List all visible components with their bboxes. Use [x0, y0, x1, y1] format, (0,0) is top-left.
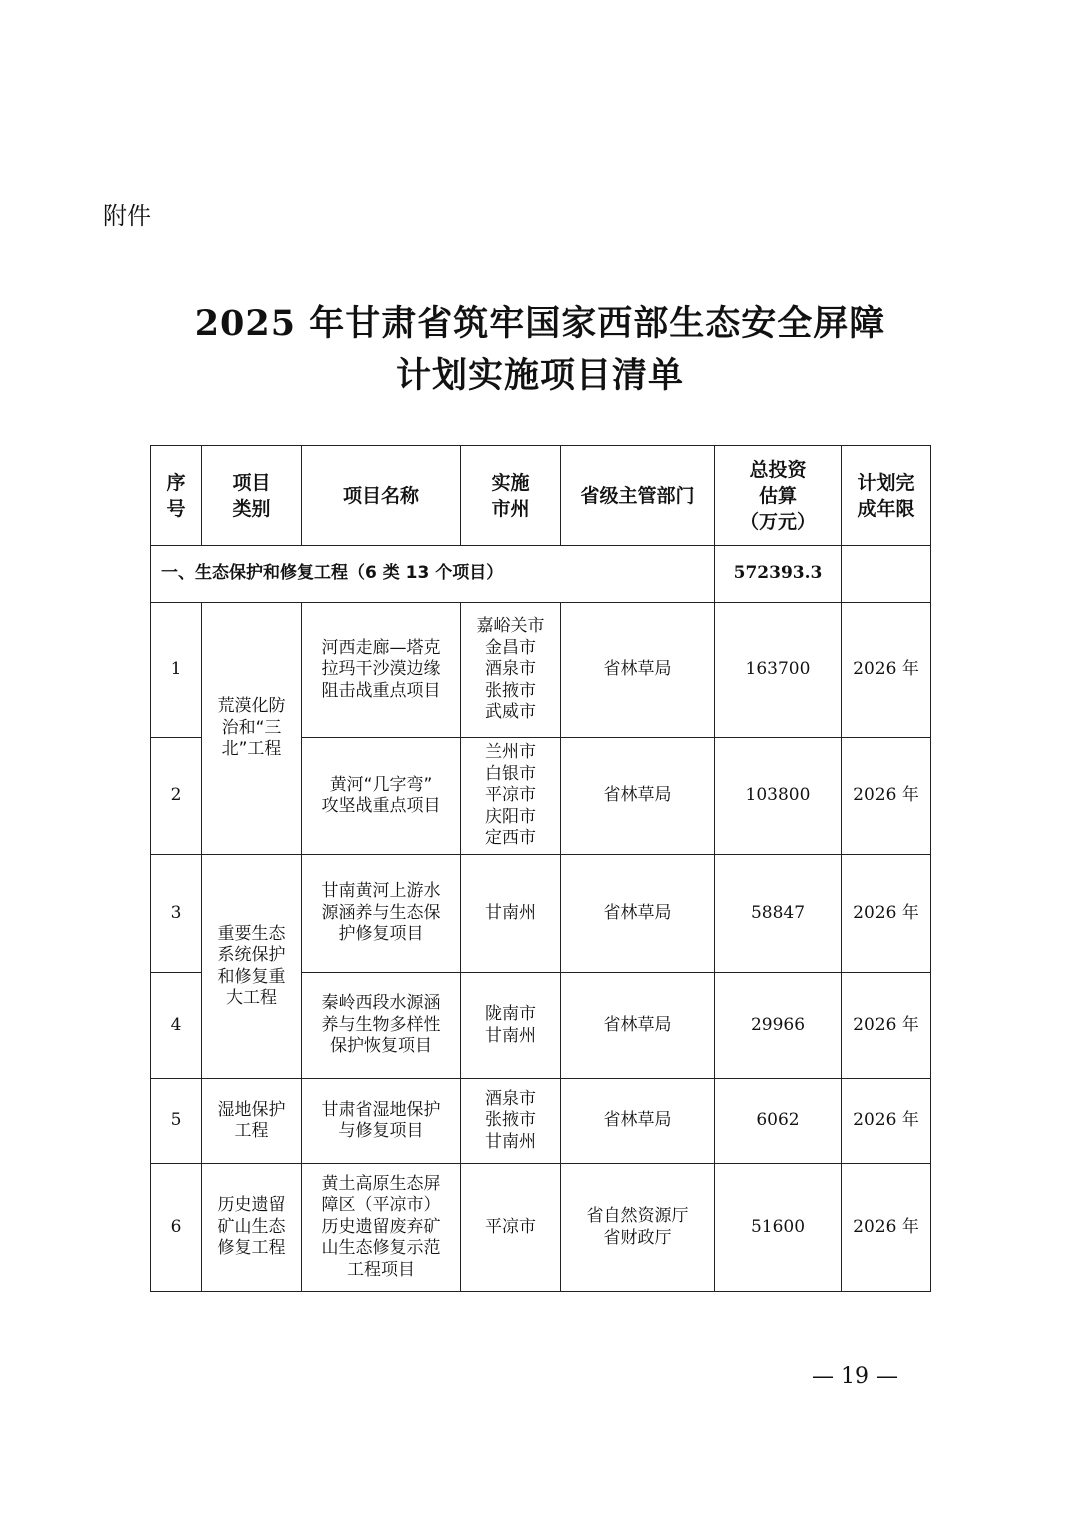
row-name: 秦岭西段水源涵 养与生物多样性 保护恢复项目: [302, 973, 461, 1079]
row-city: 嘉峪关市 金昌市 酒泉市 张掖市 武威市: [461, 603, 561, 738]
row-deadline: 2026 年: [842, 603, 931, 738]
row-city: 酒泉市 张掖市 甘南州: [461, 1079, 561, 1164]
row-name: 甘南黄河上游水 源涵养与生态保 护修复项目: [302, 855, 461, 973]
header-seq: 序 号: [151, 446, 202, 546]
row-city: 平凉市: [461, 1164, 561, 1292]
row-seq: 4: [151, 973, 202, 1079]
row-deadline: 2026 年: [842, 855, 931, 973]
row-dept: 省林草局: [561, 973, 715, 1079]
table-row: [151, 855, 931, 973]
row-seq: 5: [151, 1079, 202, 1164]
row-investment: 29966: [715, 973, 842, 1079]
project-table: [150, 445, 931, 1292]
header-name: 项目名称: [302, 446, 461, 546]
header-category: 项目 类别: [202, 446, 302, 546]
header-deadline: 计划完 成年限: [842, 446, 931, 546]
row-dept: 省林草局: [561, 1079, 715, 1164]
row-investment: 6062: [715, 1079, 842, 1164]
row-category: 荒漠化防 治和“三 北”工程: [202, 603, 302, 855]
section-deadline-empty: [842, 546, 931, 603]
row-name: 河西走廊—塔克 拉玛干沙漠边缘 阻击战重点项目: [302, 603, 461, 738]
row-seq: 1: [151, 603, 202, 738]
row-name: 黄河“几字弯” 攻坚战重点项目: [302, 738, 461, 855]
section-row: [151, 546, 931, 603]
row-category: 湿地保护 工程: [202, 1079, 302, 1164]
row-investment: 103800: [715, 738, 842, 855]
table-row: [151, 1079, 931, 1164]
row-seq: 6: [151, 1164, 202, 1292]
row-deadline: 2026 年: [842, 973, 931, 1079]
document-title-line1: 2025 年甘肃省筑牢国家西部生态安全屏障: [194, 303, 886, 344]
row-investment: 163700: [715, 603, 842, 738]
row-city: 甘南州: [461, 855, 561, 973]
row-name: 甘肃省湿地保护 与修复项目: [302, 1079, 461, 1164]
row-deadline: 2026 年: [842, 1079, 931, 1164]
row-investment: 58847: [715, 855, 842, 973]
row-dept: 省林草局: [561, 855, 715, 973]
attachment-label: 附件: [103, 202, 151, 230]
row-city: 陇南市 甘南州: [461, 973, 561, 1079]
row-deadline: 2026 年: [842, 1164, 931, 1292]
row-dept: 省林草局: [561, 603, 715, 738]
row-name: 黄土高原生态屏 障区（平凉市） 历史遗留废弃矿 山生态修复示范 工程项目: [302, 1164, 461, 1292]
row-seq: 3: [151, 855, 202, 973]
row-deadline: 2026 年: [842, 738, 931, 855]
row-seq: 2: [151, 738, 202, 855]
row-category: 重要生态 系统保护 和修复重 大工程: [202, 855, 302, 1079]
document-title-line2: 计划实施项目清单: [395, 355, 684, 396]
row-category: 历史遗留 矿山生态 修复工程: [202, 1164, 302, 1292]
header-dept: 省级主管部门: [561, 446, 715, 546]
row-investment: 51600: [715, 1164, 842, 1292]
header-row: [151, 446, 931, 546]
section-label: 一、生态保护和修复工程（6 类 13 个项目）: [151, 546, 715, 603]
page-number: — 19 —: [812, 1364, 898, 1389]
table-row: [151, 603, 931, 738]
row-dept: 省自然资源厅 省财政厅: [561, 1164, 715, 1292]
table-row: [151, 1164, 931, 1292]
row-city: 兰州市 白银市 平凉市 庆阳市 定西市: [461, 738, 561, 855]
header-investment: 总投资 估算 （万元）: [715, 446, 842, 546]
section-total: 572393.3: [715, 546, 842, 603]
header-city: 实施 市州: [461, 446, 561, 546]
row-dept: 省林草局: [561, 738, 715, 855]
